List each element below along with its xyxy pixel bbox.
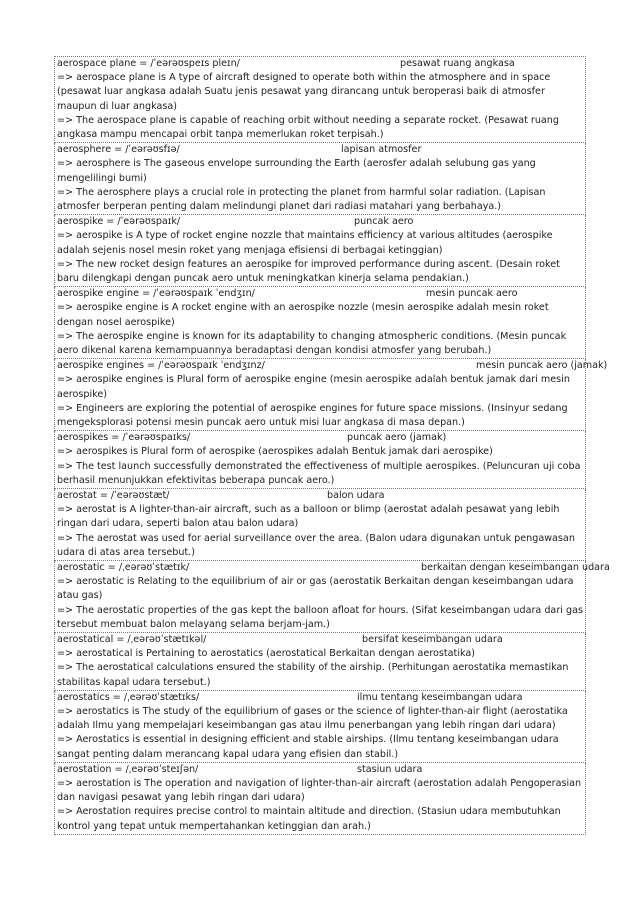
entry-translation: balon udara [327, 490, 385, 501]
dictionary-entry [54, 143, 586, 215]
entry-term: aerospike engines = /ˈeərəʊspaɪk ˈendʒɪnz/ [57, 360, 265, 372]
dictionary-entry [54, 215, 586, 287]
entry-header [55, 215, 585, 229]
entry-header [55, 143, 585, 157]
entry-definition: => aerospike is A type of rocket engine nozzle that maintains efficiency at various altitudes (aerospike adalah sejenis nosel mesin roket yang menjaga efisiensi di berbagai ketinggian) [57, 230, 553, 256]
entry-header [55, 633, 585, 647]
entry-definition: => aerostatical is Pertaining to aerostatics (aerostatical Berkaitan dengan aerostatika) [57, 648, 475, 660]
entry-definition: => aerospike engine is A rocket engine with an aerospike nozzle (mesin aerospike adalah mesin roket dengan nosel aerospike) [57, 302, 549, 328]
dictionary-entry [54, 633, 586, 691]
entry-example: => The aerosphere plays a crucial role in protecting the planet from harmful solar radiation. (Lapisan atmosfer berperan penting dalam melindungi planet dari radiasi matahari yang berbahaya.) [57, 186, 546, 212]
entry-example: => The aerostatic properties of the gas kept the balloon afloat for hours. (Sifat keseimbangan udara dari gas tersebut membuat balon melayang selama berjam-jam.) [57, 604, 583, 630]
dictionary-entry [54, 287, 586, 359]
entry-header [55, 489, 585, 503]
dictionary-entry [54, 691, 586, 763]
entry-example: => The aerostat was used for aerial surveillance over the area. (Balon udara digunakan untuk pengawasan udara di atas area tersebut.) [57, 532, 575, 558]
entry-definition: => aerosphere is The gaseous envelope surrounding the Earth (aerosfer adalah selubung gas yang mengelilingi bumi) [57, 158, 536, 184]
entry-header [55, 561, 610, 575]
entry-example: => The new rocket design features an aerospike for improved performance during ascent. (Desain roket baru dilengkapi dengan puncak aero untuk meningkatkan kinerja selama pendakian.) [57, 258, 560, 284]
entry-definition: => aerospikes is Plural form of aerospike (aerospikes adalah Bentuk jamak dari aerospike) [57, 446, 493, 458]
entry-translation: stasiun udara [357, 763, 423, 775]
entry-header [55, 691, 585, 705]
entry-term: aerostatic = /ˌeərəʊˈstætɪk/ [57, 562, 190, 573]
entry-translation: berkaitan dengan keseimbangan udara [421, 562, 610, 573]
entry-term: aerospikes = /ˈeərəʊspaɪks/ [57, 432, 191, 444]
entry-translation: bersifat keseimbangan udara [362, 634, 503, 645]
entry-example: => The aerospike engine is known for its adaptability to changing atmospheric conditions. (Mesin puncak aero dikenal karena kemampuannya beradaptasi dengan kondisi atmosfer yang berubah.) [57, 330, 567, 356]
entry-term: aerospace plane = /ˈeərəʊspeɪs pleɪn/ [57, 58, 240, 69]
entry-example: => The test launch successfully demonstrated the effectiveness of multiple aerospikes. (Peluncuran uji coba berhasil menunjukkan efektivitas beberapa puncak aero.) [57, 460, 581, 486]
entry-header [55, 431, 585, 445]
dictionary-entry [54, 489, 586, 561]
entry-definition: => aerostat is A lighter-than-air aircraft, such as a balloon or blimp (aerostat adalah pesawat yang lebih ringan dari udara, seperti balon atau balon udara) [57, 504, 560, 530]
entry-translation: pesawat ruang angkasa [400, 58, 515, 69]
entry-example: => The aerospace plane is capable of reaching orbit without needing a separate rocket. (Pesawat ruang angkasa mampu mencapai orbit tanpa memerlukan roket terpisah.) [57, 114, 559, 140]
entry-definition: => aerospace plane is A type of aircraft designed to operate both within the atmosphere and in space (pesawat luar angkasa adalah Suatu jenis pesawat yang dirancang untuk beroperasi baik di atmosfer maupun di luar angkasa) [57, 72, 551, 112]
dictionary-entry [54, 56, 586, 143]
entry-translation: puncak aero (jamak) [347, 432, 447, 444]
entry-translation: mesin puncak aero [426, 288, 518, 300]
entry-term: aerostatics = /ˌeərəʊˈstætɪks/ [57, 691, 200, 703]
entry-translation: lapisan atmosfer [341, 144, 422, 156]
dictionary-document [54, 56, 610, 835]
entry-example: => Aerostation requires precise control to maintain altitude and direction. (Stasiun udara membutuhkan kontrol yang tepat untuk mempertahankan ketinggian dan arah.) [57, 806, 561, 832]
entry-term: aerostat = /ˈeərəʊstæt/ [57, 490, 170, 501]
entry-header [55, 57, 585, 71]
entry-example: => Aerostatics is essential in designing efficient and stable airships. (Ilmu tentang keseimbangan udara sangat penting dalam merancang kapal udara yang efisien dan stabil.) [57, 734, 559, 760]
entry-definition: => aerospike engines is Plural form of aerospike engine (mesin aerospike adalah bentuk jamak dari mesin aerospike) [57, 374, 570, 400]
entry-term: aerostatical = /ˌeərəʊˈstætɪkəl/ [57, 634, 207, 645]
dictionary-entry [54, 359, 608, 431]
dictionary-entry [54, 763, 586, 835]
entry-example: => The aerostatical calculations ensured the stability of the airship. (Perhitungan aerostatika memastikan stabilitas kapal udara tersebut.) [57, 662, 569, 688]
entry-term: aerospike engine = /ˈeərəʊspaɪk ˈendʒɪn/ [57, 288, 255, 300]
entry-translation: puncak aero [354, 216, 414, 228]
entry-definition: => aerostatics is The study of the equilibrium of gases or the science of lighter-than-air flight (aerostatika adalah Ilmu yang mempelajari keseimbangan gas atau ilmu penerbangan yang lebih ringan dari udara) [57, 705, 568, 732]
dictionary-entry [54, 561, 610, 633]
dictionary-entry [54, 431, 586, 489]
entry-example: => Engineers are exploring the potential of aerospike engines for future space missions. (Insinyur sedang mengeksplorasi potensi mesin puncak aero untuk misi luar angkasa di masa depan.) [57, 402, 568, 428]
entry-term: aerosphere = /ˈeərəʊsfɪə/ [57, 144, 180, 156]
entry-translation: mesin puncak aero (jamak) [476, 360, 608, 372]
entry-header [55, 359, 608, 373]
entry-definition: => aerostation is The operation and navigation of lighter-than-air aircraft (aerostation adalah Pengoperasian dan navigasi pesawat yang lebih ringan dari udara) [57, 777, 582, 804]
entry-term: aerospike = /ˈeərəʊspaɪk/ [57, 216, 181, 228]
entry-translation: ilmu tentang keseimbangan udara [357, 691, 523, 703]
entry-term: aerostation = /ˌeərəʊˈsteɪʃən/ [57, 763, 199, 775]
entry-header [55, 763, 585, 777]
entry-header [55, 287, 585, 301]
entry-definition: => aerostatic is Relating to the equilibrium of air or gas (aerostatik Berkaitan dengan keseimbangan udara atau gas) [57, 576, 574, 602]
